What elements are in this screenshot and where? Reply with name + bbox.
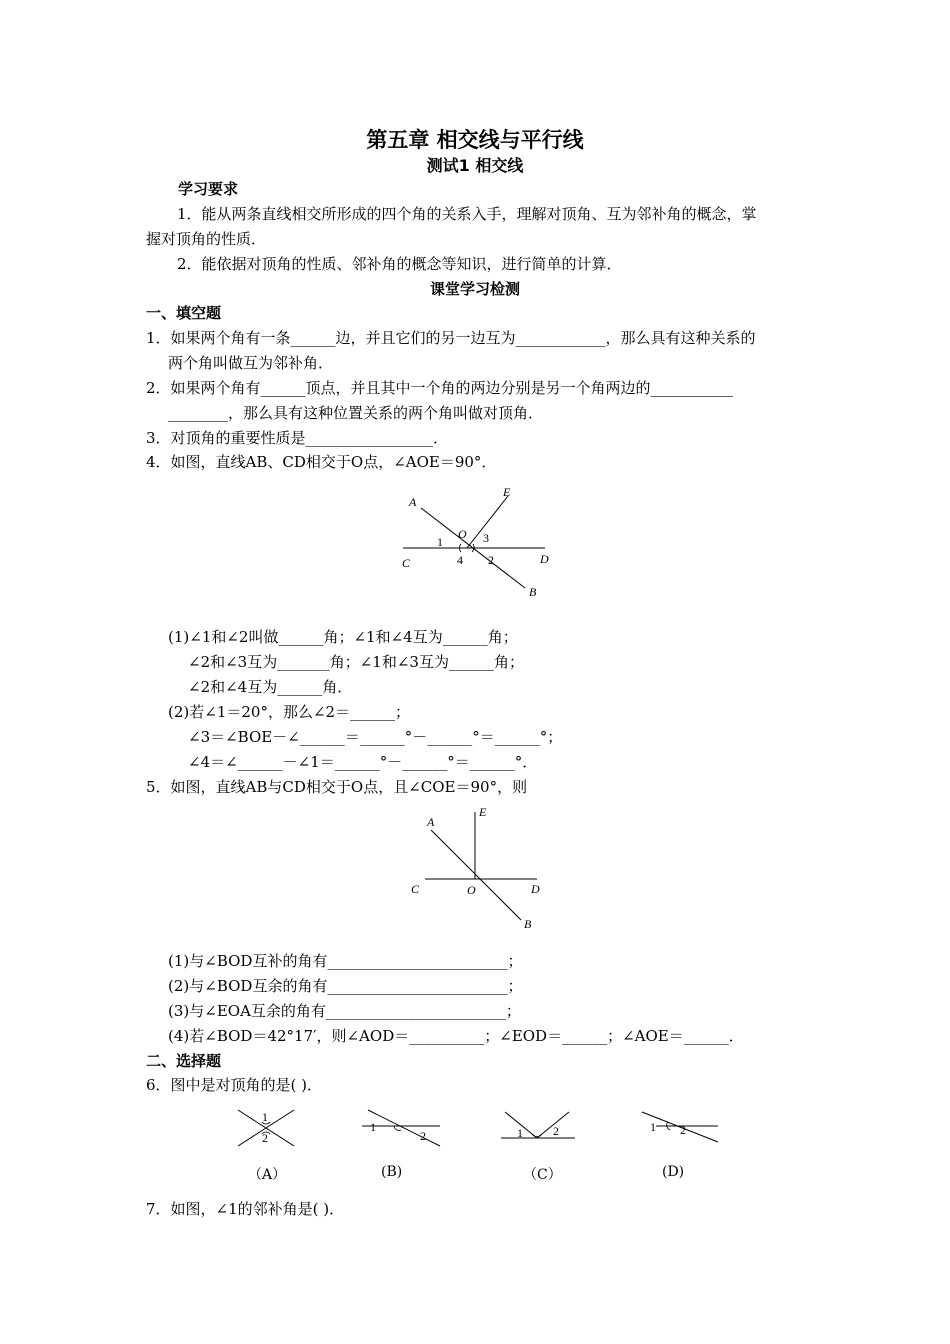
fig4-label-c: C [402,556,411,570]
question-5: 5．如图，直线AB与CD相交于O点，且∠COE＝90°，则 [146,778,528,796]
requirement-1: 1．能从两条直线相交所形成的四个角的关系入手，理解对顶角、互为邻补角的概念，掌 [177,205,757,223]
question-6: 6．图中是对顶角的是( )． [146,1076,323,1094]
q5-sub-1: (1)与∠BOD互补的角有________________________； [168,952,523,970]
requirement-2: 2．能依据对顶角的性质、邻补角的概念等知识，进行简单的计算． [177,255,622,273]
fig4-label-3: 3 [483,531,489,545]
fig4-label-a: A [409,495,417,509]
requirement-1-cont: 握对顶角的性质． [146,230,267,248]
q6-option-c: （C） [523,1167,562,1183]
fig4-label-d: D [540,552,549,566]
q4-sub-4: (2)若∠1＝20°，那么∠2＝______； [168,703,411,721]
fig4-label-e: E [503,485,511,499]
q6a-label-1: 1 [262,1110,268,1124]
q6d-label-1: 1 [650,1120,656,1134]
fig5-label-e: E [479,805,487,819]
q5-sub-3: (3)与∠EOA互余的角有________________________； [168,1002,521,1020]
fig4-label-1: 1 [437,535,443,549]
requirements-heading: 学习要求 [178,180,239,198]
q6c-label-2: 2 [553,1124,559,1138]
q6c-label-1: 1 [517,1126,523,1140]
q6-option-a: （A） [248,1167,287,1183]
question-4: 4．如图，直线AB、CD相交于O点，∠AOE＝90°． [146,453,497,471]
question-2-cont: ________，那么具有这种位置关系的两个角叫做对顶角． [168,404,544,422]
fig4-label-4: 4 [457,553,463,567]
q6-option-a-figure [232,1106,302,1150]
fig5-label-d: D [531,882,540,896]
question-3: 3．对顶角的重要性质是_________________． [146,429,449,447]
test-title: 测试1 相交线 [426,156,524,175]
question-2: 2．如果两个角有______顶点，并且其中一个角的两边分别是另一个角两边的___________ [146,379,734,397]
q6b-label-1: 1 [370,1120,376,1134]
figure-q5 [405,802,555,932]
figure-q4 [395,484,565,604]
q6-option-d: (D) [662,1164,685,1180]
fig5-label-b: B [524,917,532,931]
q6-option-b-figure [358,1106,448,1150]
fig5-label-c: C [411,882,420,896]
part1-heading: 一、填空题 [146,304,222,322]
part2-heading: 二、选择题 [146,1052,222,1070]
q4-sub-2: ∠2和∠3互为_______角；∠1和∠3互为______角； [188,653,524,671]
q6b-label-2: 2 [420,1129,426,1143]
chapter-title: 第五章 相交线与平行线 [366,128,584,152]
fig5-label-a: A [427,815,435,829]
q5-sub-2: (2)与∠BOD互余的角有________________________； [168,977,523,995]
fig4-label-b: B [529,585,537,599]
q6a-label-2: 2 [262,1131,268,1145]
q6-option-c-figure [497,1106,587,1150]
fig5-label-o: O [467,883,476,897]
q4-sub-1: (1)∠1和∠2叫做______角；∠1和∠4互为______角； [168,628,518,646]
question-1-cont: 两个角叫做互为邻补角． [168,354,334,372]
fig4-label-2: 2 [488,553,494,567]
section-heading: 课堂学习检测 [429,280,520,298]
q4-sub-3: ∠2和∠4互为______角． [188,678,353,696]
q6d-label-2: 2 [680,1123,686,1137]
q4-sub-6: ∠4＝∠______－∠1＝______°－______°＝______°． [188,753,538,771]
fig4-label-o: O [458,527,467,541]
q4-sub-5: ∠3＝∠BOE－∠______＝______°－______°＝______°； [188,728,563,746]
q5-sub-4: (4)若∠BOD＝42°17′，则∠AOD＝__________；∠EOD＝______；∠AOE＝______． [168,1027,744,1045]
question-1: 1．如果两个角有一条______边，并且它们的另一边互为____________，那么具有这种关系的 [146,329,756,347]
q6-option-b: (B) [381,1164,403,1180]
q6-option-d-figure [638,1106,728,1150]
question-7: 7．如图，∠1的邻补角是( )． [146,1200,345,1218]
